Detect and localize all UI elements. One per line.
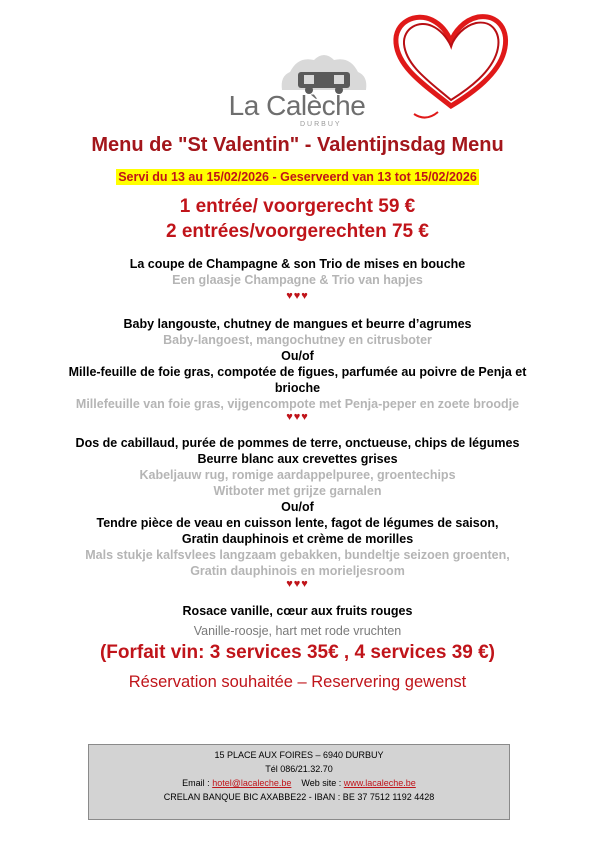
- course3a-nl1: Kabeljauw rug, romige aardappelpuree, groentechips: [139, 468, 456, 482]
- price-one-starter: 1 entrée/ voorgerecht 59 €: [179, 196, 416, 217]
- brand-subtitle: DURBUY: [300, 121, 342, 128]
- course4-fr: Rosace vanille, cœur aux fruits rouges: [182, 604, 413, 618]
- course3b-nl2: Gratin dauphinois en morieljesroom: [190, 564, 405, 578]
- course2b-nl: Millefeuille van foie gras, vijgencompote met Penja-peper en zoete broodje: [75, 397, 520, 411]
- menu-title: Menu de "St Valentin" - Valentijnsdag Menu: [91, 134, 504, 156]
- web-label: Web site :: [301, 778, 344, 788]
- course2a-fr: Baby langouste, chutney de mangues et beurre d’agrumes: [123, 317, 472, 331]
- course3a-fr1: Dos de cabillaud, purée de pommes de terre, onctueuse, chips de légumes: [75, 436, 520, 450]
- hearts-separator: ♥♥♥: [286, 578, 309, 590]
- website-link[interactable]: www.lacaleche.be: [343, 778, 416, 788]
- footer-contacts: [89, 776, 509, 790]
- heart-icon: [386, 8, 516, 123]
- menu-dates: [0, 168, 595, 186]
- or-label: Ou/of: [281, 349, 314, 363]
- email-link[interactable]: hotel@lacaleche.be: [212, 778, 292, 788]
- course1-nl: Een glaasje Champagne & Trio van hapjes: [172, 273, 423, 287]
- course2b-fr1: Mille-feuille de foie gras, compotée de figues, parfumée au poivre de Penja et: [68, 365, 527, 379]
- price-two-starters: 2 entrées/voorgerechten 75 €: [166, 221, 429, 242]
- course3b-fr1: Tendre pièce de veau en cuisson lente, fagot de légumes de saison,: [96, 516, 499, 530]
- course3b-nl1: Mals stukje kalfsvlees langzaam gebakken, bundeltje seizoen groenten,: [85, 548, 510, 562]
- hearts-separator: ♥♥♥: [286, 290, 309, 302]
- or-label: Ou/of: [281, 500, 314, 514]
- course4-nl: Vanille-roosje, hart met rode vruchten: [193, 624, 402, 638]
- dates-highlight: Servi du 13 au 15/02/2026 - Geserveerd van 13 tot 15/02/2026: [118, 170, 477, 184]
- course1-fr: La coupe de Champagne & son Trio de mises en bouche: [129, 257, 466, 271]
- hearts-separator: ♥♥♥: [286, 411, 309, 423]
- course3b-fr2: Gratin dauphinois et crème de morilles: [181, 532, 414, 546]
- course3a-nl2: Witboter met grijze garnalen: [213, 484, 382, 498]
- reservation-note: Réservation souhaitée – Reservering gewenst: [128, 673, 467, 691]
- course3a-fr2: Beurre blanc aux crevettes grises: [197, 452, 398, 466]
- brand-name: La Calèche: [228, 90, 366, 121]
- footer-bank: CRELAN BANQUE BIC AXABBE22 - IBAN : BE 37 7512 1192 4428: [163, 792, 435, 802]
- contact-footer: [88, 744, 510, 820]
- footer-address: 15 PLACE AUX FOIRES – 6940 DURBUY: [214, 750, 384, 760]
- footer-phone: Tél 086/21.32.70: [265, 764, 333, 774]
- wine-package: (Forfait vin: 3 services 35€ , 4 services 39 €): [99, 642, 495, 663]
- course2b-fr2: brioche: [274, 381, 321, 395]
- course2a-nl: Baby-langoest, mangochutney en citrusboter: [163, 333, 432, 347]
- email-label: Email :: [182, 778, 213, 788]
